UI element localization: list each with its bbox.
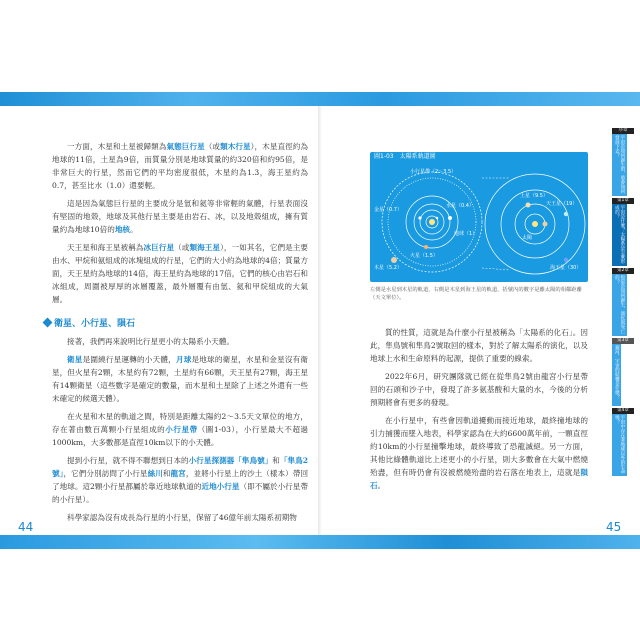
body-paragraph xyxy=(52,511,308,524)
label-uranus: 天王星（19） xyxy=(546,201,578,207)
page-number-right: 45 xyxy=(606,520,622,534)
text-run: 科學家認為沒有成長為行星的小行星，保留了46億年前太陽系初期物 xyxy=(67,513,297,522)
text-run: 提到小行星，就不得不聯想到日本的 xyxy=(67,456,189,465)
text-run: （即不屬於小行星帶的小行星）。 xyxy=(52,482,308,504)
highlighted-term: 「隼鳥2號」 xyxy=(52,456,308,478)
top-decorative-band xyxy=(0,92,640,106)
chapter-tab-4[interactable] xyxy=(612,408,634,476)
label-mars: 火星（1.5） xyxy=(410,253,438,259)
highlighted-term: 冰巨行星 xyxy=(143,243,175,252)
chapter-tab-label: 第4章 xyxy=(612,408,634,414)
chapter-tab-3[interactable] xyxy=(612,338,634,406)
chapter-tab-label: 序章 xyxy=(612,128,634,134)
label-neptune: 海王星（30） xyxy=(550,265,582,271)
bottom-decorative-band xyxy=(0,535,640,549)
body-paragraph xyxy=(370,414,588,492)
chapter-tab-text: 宇宙是如何誕生的，將會如何發展下去？ xyxy=(612,134,627,196)
body-paragraph xyxy=(52,197,308,236)
text-run: ，它們分別訪問了小行星 xyxy=(63,469,148,478)
diamond-bullet-icon xyxy=(43,318,53,328)
chapter-tab-text: 銀河、宇宙的結構是什麼？ xyxy=(612,344,621,406)
chapter-tab-2[interactable] xyxy=(612,268,634,336)
label-venus: 金星（0.7） xyxy=(374,207,402,213)
body-paragraph xyxy=(52,335,308,348)
chapter-side-tabs xyxy=(612,128,634,478)
body-paragraph xyxy=(52,140,308,192)
jupiter-dot-right xyxy=(543,222,548,227)
highlighted-term: 隕石 xyxy=(370,468,588,490)
body-paragraph xyxy=(52,353,308,405)
right-paragraphs xyxy=(370,326,588,492)
section-title: 衛星、小行星、隕石 xyxy=(54,319,136,329)
right-page-body xyxy=(370,326,588,497)
connector-bottom xyxy=(482,268,510,270)
chapter-tab-text: 宇宙是什麼？太陽系是怎麼形成的？ xyxy=(612,204,627,266)
left-paragraphs-2 xyxy=(52,335,308,524)
text-run: ），木星直徑約為地球的11倍，土星為9倍，而質量分別是地球質量的約320倍和約95倍，是非常巨大的行星，然而它們的平均密度很低，木星約為1.3，海王星約為0.7，甚至比水（1.0）還要輕。 xyxy=(52,142,309,190)
page-number-left: 44 xyxy=(18,520,34,534)
jupiter-dot-left xyxy=(391,257,397,263)
text-run: 這是因為氣態巨行星的主要成分是氫和氦等非常輕的氣體，行星表面沒有堅固的地殼，地球及其他行星主要是由岩石、冰，以及地殼組成，擁有質量約為地球10倍的 xyxy=(52,199,308,234)
text-run: 。 xyxy=(130,225,138,234)
left-page-body xyxy=(52,140,308,529)
text-run: 質的性質，這就是為什麼小行星被稱為「太陽系的化石」。因此，隼鳥號和隼鳥2號取回的樣本，對於了解太陽系的演化，以及地球上水和生命原料的起源，提供了重要的線索。 xyxy=(370,328,588,363)
body-paragraph xyxy=(52,241,308,306)
text-run: 是圍繞行星運轉的小天體， xyxy=(82,355,176,364)
highlighted-term: 衛星 xyxy=(67,355,83,364)
saturn-dot xyxy=(526,203,531,208)
highlighted-term: 類海王星 xyxy=(189,243,221,252)
text-run: 天王星和海王星被稱為 xyxy=(67,243,144,252)
orbit-diagram xyxy=(370,152,588,282)
uranus-dot xyxy=(564,212,568,216)
chapter-tab-label: 第3章 xyxy=(612,338,634,344)
text-run: 。 xyxy=(377,481,386,490)
body-paragraph xyxy=(370,370,588,409)
earth-dot xyxy=(448,216,452,220)
neptune-dot xyxy=(564,258,568,262)
chapter-tab-label: 第1章 xyxy=(612,198,634,204)
highlighted-term: 龍宮 xyxy=(170,469,186,478)
text-run: （或 xyxy=(174,243,190,252)
highlighted-term: 地核 xyxy=(114,225,131,234)
body-paragraph xyxy=(370,326,588,365)
label-mercury: 水星（0.4） xyxy=(446,203,474,209)
label-sun: 太陽 xyxy=(522,235,533,241)
highlighted-term: 月球 xyxy=(175,355,192,364)
text-run: 2022年6月，研究團隊就已經在從隼鳥2號由龍宮小行星帶回的石頭和沙子中，發現了許多氨基酸和大量的水，今後的分析預期將會有更多的發現。 xyxy=(370,372,588,407)
venus-dot xyxy=(418,216,421,219)
sun-right xyxy=(532,221,538,227)
text-run: 一方面，木星和土星被歸類為 xyxy=(67,142,167,151)
text-run: （圖1-03），小行星最大不超過1000km，大多數都是直徑10km以下的小天體。 xyxy=(52,425,309,447)
section-heading xyxy=(44,316,308,329)
chapter-tab-1[interactable] xyxy=(612,198,634,266)
body-paragraph xyxy=(52,454,308,506)
text-run: 是地球的衛星，水星和金星沒有衛星，但火星有2顆，木星約有72顆，土星約有66顆，天王星有27顆，海王星有14顆衛星（這些數字是確定的數量，而木星和土星除了上述之外還有一些未確定的候選天體）。 xyxy=(52,355,309,403)
mercury-dot xyxy=(436,217,438,219)
figure-title: 圖1-03 太陽系軌道圖 xyxy=(374,153,436,160)
chapter-tab-text: 宇宙中存在著地球以外的生命嗎？ xyxy=(612,414,627,476)
highlighted-term: 絲川 xyxy=(147,469,163,478)
highlighted-term: 氣態巨行星 xyxy=(166,142,205,151)
sun-left xyxy=(429,219,435,225)
highlighted-term: 類木行星 xyxy=(220,142,251,151)
text-run: ，並將小行星上的沙土（樣本）帶回了地球。這2顆小行星都屬於靠近地球軌道的 xyxy=(52,469,309,491)
mars-dot xyxy=(424,245,428,249)
text-run: 在小行星中，有些會因軌道擾動而接近地球，最終撞地球的引力捕獲而墜入地表，科學家認為在大約6600萬年前，一顆直徑約10km的小行星撞擊地球，最終導致了恐龍滅絕。另一方面，其他比綠體軌道比上述更小的小行星，則大多數會在大氣中燃燒殆盡，但有時仍會有沒被燃燒殆盡的岩石落在地表上，這就是 xyxy=(370,416,588,477)
text-run: ），一如其名，它們是主要由水、甲烷和氨組成的冰塊組成的行星，它們的大小約為地球的4倍；質量方面，天王星約為地球的14倍，海王星約為地球的17倍，它們的核心由岩石和冰組成，周圍被厚厚的冰層覆蓋，最外層覆有由氫、氦和甲烷組成的大氣層。 xyxy=(52,243,309,304)
text-run: （或 xyxy=(204,142,221,151)
text-run: 在火星和木星的軌道之間，特別是距離太陽約2～3.5天文單位的地方，存在著由數百萬顆小行星組成的 xyxy=(52,412,308,434)
highlighted-term: 小行星帶 xyxy=(165,425,198,434)
label-jupiter: 木星（5.2） xyxy=(374,265,402,271)
chapter-tab-label: 第2章 xyxy=(612,268,634,274)
text-run: 和 xyxy=(272,456,280,465)
solar-system-orbit-figure xyxy=(370,152,588,282)
highlighted-term: 小行星探測器「隼鳥號」 xyxy=(188,456,273,465)
label-earth: 地球（1） xyxy=(454,231,478,237)
left-paragraphs-1 xyxy=(52,140,308,306)
figure-caption: 左側是水星到木星的軌道，右側是木星到海王星的軌道，括號內的數字是離太陽的相鄰距離（天文單位）。 xyxy=(370,287,582,301)
text-run: 接著，我們再來說明比行星更小的太陽系小天體。 xyxy=(67,337,235,346)
chapter-tab-0[interactable] xyxy=(612,128,634,196)
body-paragraph xyxy=(52,410,308,449)
page-gutter xyxy=(318,106,322,535)
chapter-tab-text: 恆星是如何誕生、演化與死亡的？ xyxy=(612,274,627,336)
label-saturn: 土星（9.5） xyxy=(520,193,548,199)
text-run: 和 xyxy=(162,469,171,478)
label-asteroid-belt: 小行星帶（2〜3.5） xyxy=(410,169,457,175)
highlighted-term: 近地小行星 xyxy=(201,482,240,491)
